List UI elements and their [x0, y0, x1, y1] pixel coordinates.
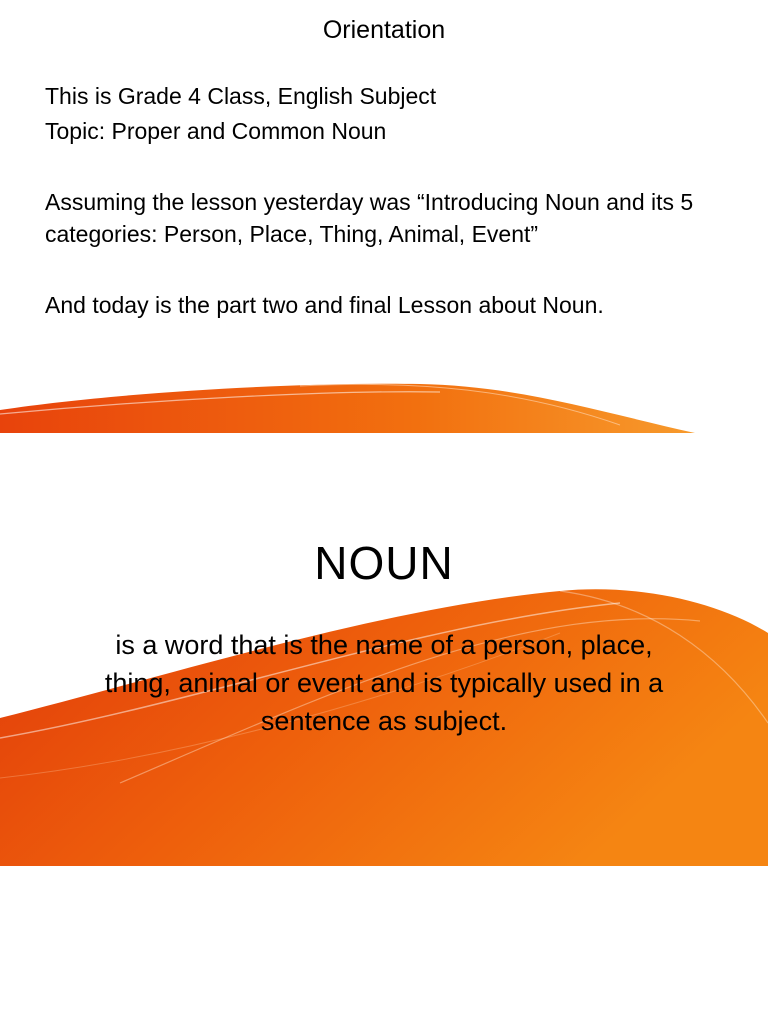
slide-title: Orientation [322, 16, 446, 44]
slide-noun-definition [0, 433, 768, 866]
slide-orientation [0, 0, 768, 433]
slide-title: NOUN [314, 537, 454, 589]
previous-lesson-text: Assuming the lesson yesterday was “Introducing Noun and its 5 categories: Person, Place, Thing, Animal, Event” [45, 189, 694, 247]
topic-text: Topic: Proper and Common Noun [45, 118, 387, 144]
today-lesson-text: And today is the part two and final Lesson about Noun. [45, 292, 604, 318]
orange-wave-decoration [0, 370, 768, 433]
noun-definition-text: is a word that is the name of a person, place, thing, animal or event and is typically used in a sentence as subject. [104, 630, 664, 736]
class-info-text: This is Grade 4 Class, English Subject [45, 83, 437, 109]
blank-area [0, 866, 768, 1024]
